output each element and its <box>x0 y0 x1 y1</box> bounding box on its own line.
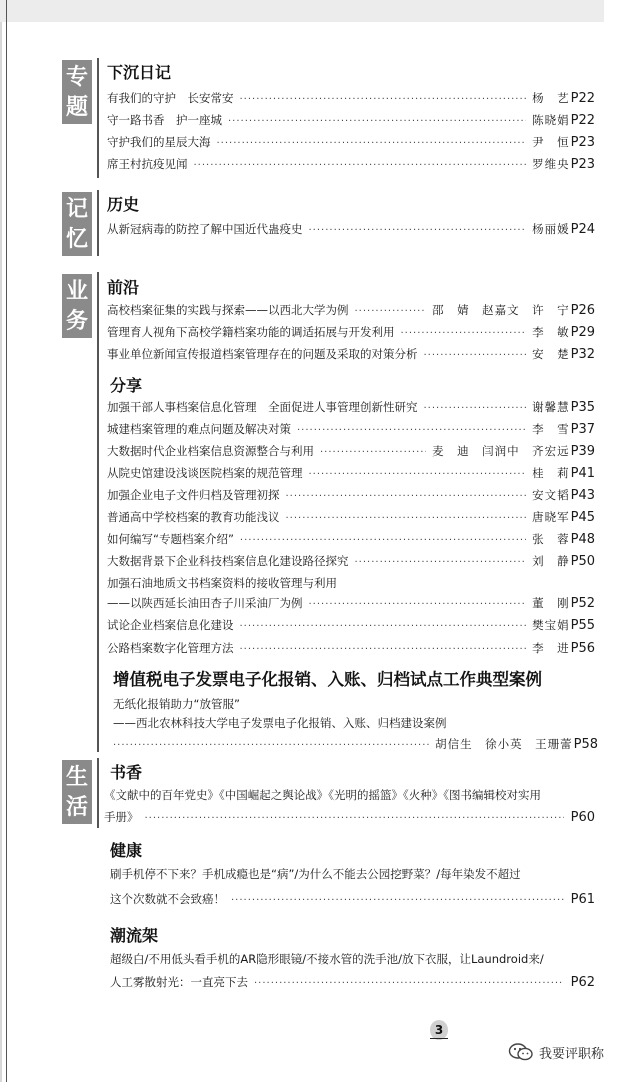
leader-dots <box>113 740 429 751</box>
entry-author: 李 进 <box>532 641 570 655</box>
section-char: 专 <box>65 64 88 90</box>
section-rule <box>97 272 99 752</box>
entry-author: 杨丽媛 <box>532 222 570 236</box>
watermark <box>508 1042 604 1062</box>
entry-author: 刘 静 <box>532 554 570 568</box>
toc-entry[interactable] <box>110 974 595 994</box>
entry-page: P23 <box>570 157 595 172</box>
leader-dots <box>309 225 527 236</box>
section-char: 记 <box>65 196 88 222</box>
category-heading: 历史 <box>107 195 140 214</box>
leader-dots <box>355 557 527 568</box>
entry-title: 有我们的守护 长安常安 <box>107 91 234 105</box>
entry-title: 公路档案数字化管理方法 <box>107 641 234 655</box>
section-char: 生 <box>65 764 88 790</box>
entry-page: P35 <box>570 400 595 415</box>
toc-entry[interactable] <box>107 90 595 110</box>
entry-page: P32 <box>570 347 595 362</box>
entry-title: 大数据背景下企业科技档案信息化建设路径探究 <box>107 554 349 568</box>
toc-entry[interactable] <box>107 134 595 154</box>
entry-page: P29 <box>570 325 595 340</box>
entry-page: P60 <box>570 810 595 825</box>
toc-entry[interactable] <box>107 595 595 615</box>
leader-dots <box>194 160 527 171</box>
category-heading: 下沉日记 <box>107 63 172 82</box>
leader-dots <box>231 895 564 906</box>
section-char: 活 <box>65 794 88 820</box>
entry-page: P48 <box>570 532 595 547</box>
case-title[interactable]: 无纸化报销助力“放管服” <box>113 697 240 711</box>
category-heading: 书香 <box>110 763 143 782</box>
case-subtitle[interactable]: ——西北农林科技大学电子发票电子化报销、入账、归档建设案例 <box>113 716 447 730</box>
entry-title: 大数据时代企业档案信息资源整合与利用 <box>107 444 314 458</box>
entry-author: 李 雪 <box>532 422 570 436</box>
leader-dots <box>297 425 526 436</box>
toc-entry[interactable] <box>107 346 595 366</box>
entry-title: 普通高中学校档案的教育功能浅议 <box>107 510 280 524</box>
category-heading: 增值税电子发票电子化报销、入账、归档试点工作典型案例 <box>113 670 542 689</box>
entry-author: 尹 恒 <box>532 135 570 149</box>
leader-dots <box>309 599 527 610</box>
section-label-shenghuo <box>62 760 92 824</box>
entry-title: ——以陕西延长油田杏子川采油厂为例 <box>107 596 303 610</box>
leader-dots <box>424 403 527 414</box>
page-edge <box>0 0 2 1082</box>
entry-author: 杨 艺 <box>532 91 570 105</box>
entry-author: 麦 迪 闫润中 齐宏远 <box>432 444 570 458</box>
toc-entry[interactable] <box>107 465 595 485</box>
section-char: 务 <box>65 308 88 334</box>
entry-author: 罗维央 <box>532 157 570 171</box>
category-heading: 健康 <box>110 841 143 860</box>
entry-title: 人工雾散射光：一直亮下去 <box>110 975 248 989</box>
section-label-yewu <box>62 274 92 338</box>
entry-author: 邵 婧 赵嘉文 许 宁 <box>432 303 570 317</box>
page-number: 3 <box>430 1020 448 1040</box>
section-rule <box>97 190 99 256</box>
toc-entry[interactable] <box>110 891 595 911</box>
entry-page: P55 <box>570 618 595 633</box>
entry-title: 加强干部人事档案信息化管理 全面促进人事管理创新性研究 <box>107 400 418 414</box>
section-rule <box>97 58 99 178</box>
entry-page: P52 <box>570 596 595 611</box>
entry-page: P45 <box>570 510 595 525</box>
entry-title: 试论企业档案信息化建设 <box>107 618 234 632</box>
toc-entry[interactable] <box>107 617 595 637</box>
leader-dots <box>320 447 426 458</box>
entry-title: 事业单位新闻宣传报道档案管理存在的问题及采取的对策分析 <box>107 347 418 361</box>
toc-entry[interactable] <box>107 509 595 529</box>
leader-dots <box>228 116 526 127</box>
leader-dots <box>217 138 527 149</box>
toc-entry[interactable] <box>104 809 595 829</box>
entry-title: 城建档案管理的难点问题及解决对策 <box>107 422 291 436</box>
leader-dots <box>286 491 527 502</box>
toc-entry[interactable] <box>107 531 595 551</box>
leader-dots <box>240 644 527 655</box>
section-rule <box>97 758 99 828</box>
watermark-text: 我要评职称 <box>539 1046 605 1062</box>
entry-page: P61 <box>570 892 595 907</box>
entry-page: P37 <box>570 422 595 437</box>
toc-entry[interactable] <box>107 112 595 132</box>
entry-author: 安 楚 <box>532 347 570 361</box>
entry-page: P22 <box>570 91 595 106</box>
category-heading: 潮流架 <box>110 926 159 945</box>
leader-dots <box>145 813 564 824</box>
trend-line[interactable]: 超级白/不用低头看手机的AR隐形眼镜/不接水管的洗手池/放下衣服，让Laundroid来/ <box>110 952 544 966</box>
entry-title-line[interactable]: 加强石油地质文书档案资料的接收管理与利用 <box>107 576 337 590</box>
toc-entry[interactable] <box>107 156 595 176</box>
left-rule <box>6 0 7 1082</box>
section-char: 题 <box>65 94 88 120</box>
entry-page: P22 <box>570 113 595 128</box>
entry-page: P56 <box>570 641 595 656</box>
wechat-icon <box>508 1042 534 1062</box>
toc-entry[interactable] <box>107 324 595 344</box>
entry-author: 安文韬 <box>532 488 570 502</box>
top-band <box>0 0 604 22</box>
entry-author: 唐晓军 <box>532 510 570 524</box>
entry-author: 董 刚 <box>532 596 570 610</box>
leader-dots <box>309 469 527 480</box>
category-heading: 前沿 <box>107 278 140 297</box>
entry-title: 守一路书香 护一座城 <box>107 113 222 127</box>
entry-page: P43 <box>570 488 595 503</box>
entry-page: P39 <box>570 444 595 459</box>
entry-title: 这个次数就不会致癌！ <box>110 892 225 906</box>
health-line[interactable]: 刷手机停不下来？手机成瘾也是“病”/为什么不能去公园挖野菜？/每年染发不超过 <box>110 867 521 881</box>
toc-entry[interactable] <box>113 736 598 756</box>
entry-title: 席王村抗疫见闻 <box>107 157 188 171</box>
leader-dots <box>254 978 564 989</box>
entry-title: 从新冠病毒的防控了解中国近代蛊疫史 <box>107 222 303 236</box>
toc-entry[interactable] <box>107 443 595 463</box>
toc-entry[interactable] <box>107 553 595 573</box>
leader-dots <box>286 513 527 524</box>
entry-page: P23 <box>570 135 595 150</box>
entry-page: P58 <box>573 737 598 752</box>
section-char: 忆 <box>65 226 88 252</box>
toc-entry[interactable] <box>107 421 595 441</box>
leader-dots <box>424 350 527 361</box>
entry-author: 谢馨慧 <box>532 400 570 414</box>
entry-author: 李 敏 <box>532 325 570 339</box>
leader-dots <box>355 306 427 317</box>
entry-author: 胡信生 徐小英 王珊蕾 <box>435 737 573 751</box>
section-label-zhuanti <box>62 60 92 124</box>
entry-title: 手册》 <box>104 810 139 824</box>
category-heading: 分享 <box>110 376 143 395</box>
toc-entry[interactable] <box>107 302 595 322</box>
toc-entry[interactable] <box>107 221 595 241</box>
entry-title: 从院史馆建设浅谈医院档案的规范管理 <box>107 466 303 480</box>
entry-author: 桂 莉 <box>532 466 570 480</box>
toc-entry[interactable] <box>107 399 595 419</box>
entry-page: P24 <box>570 222 595 237</box>
leader-dots <box>240 621 527 632</box>
section-label-jiyi <box>62 192 92 256</box>
toc-entry[interactable] <box>107 640 595 660</box>
leader-dots <box>240 535 526 546</box>
leader-dots <box>401 328 527 339</box>
entry-page: P62 <box>570 975 595 990</box>
entry-title: 管理育人视角下高校学籍档案功能的调适拓展与开发利用 <box>107 325 395 339</box>
section-char: 业 <box>65 278 88 304</box>
entry-author: 陈晓娟 <box>532 113 570 127</box>
entry-page: P50 <box>570 554 595 569</box>
entry-page: P26 <box>570 303 595 318</box>
entry-author: 樊宝娟 <box>532 618 570 632</box>
entry-author: 张 蓉 <box>532 532 570 546</box>
entry-title: 如何编写“专题档案介绍” <box>107 532 234 546</box>
entry-page: P41 <box>570 466 595 481</box>
entry-title: 高校档案征集的实践与探索——以西北大学为例 <box>107 303 349 317</box>
entry-title: 守护我们的星辰大海 <box>107 135 211 149</box>
toc-entry[interactable] <box>107 487 595 507</box>
entry-title: 加强企业电子文件归档及管理初探 <box>107 488 280 502</box>
books-line[interactable]: 《文献中的百年党史》《中国崛起之舆论战》《光明的摇篮》《火种》《图书编辑校对实用 <box>104 788 541 802</box>
leader-dots <box>240 94 527 105</box>
